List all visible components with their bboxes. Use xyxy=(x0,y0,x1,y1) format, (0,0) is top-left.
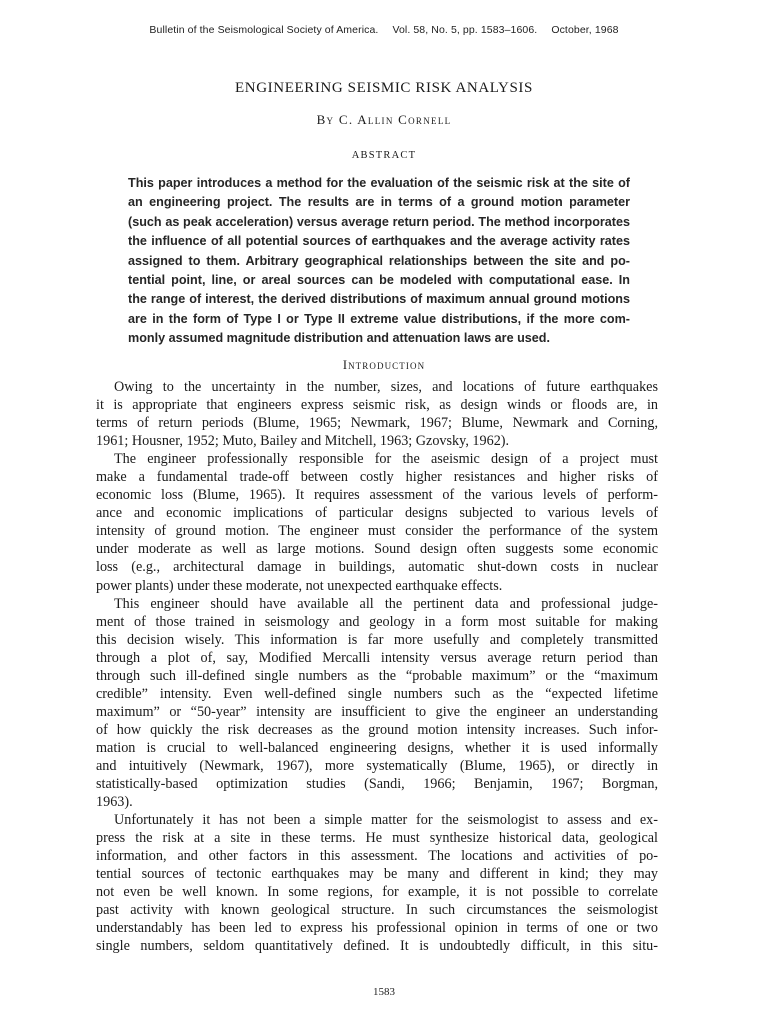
abstract-line: the influence of all potential sources of earthquakes and the average activity rates xyxy=(128,234,630,249)
body-line: terms of return periods (Blume, 1965; Newmark, 1967; Blume, Newmark and Corning, xyxy=(96,415,658,432)
abstract-text xyxy=(128,174,630,349)
body-line: loss (e.g., architectural damage in buildings, automatic shut-down costs in nuclear xyxy=(96,559,658,576)
body-line: 1963). xyxy=(96,794,133,811)
paper-author: By C. Allin Cornell xyxy=(316,112,452,127)
body-line: understandably has been led to express his professional opinion in terms of one or two xyxy=(96,920,658,937)
body-line: statistically-based optimization studies (Sandi, 1966; Benjamin, 1967; Borgman, xyxy=(96,776,658,793)
body-line: and intuitively (Newmark, 1967), more systematically (Blume, 1965), or directly in xyxy=(96,757,658,774)
body-line: tential sources of tectonic earthquakes may be many and different in kind; they may xyxy=(96,866,658,883)
abstract-line: monly assumed magnitude distribution and attenuation laws are used. xyxy=(128,331,550,346)
body-line: under moderate as well as large motions. Sound design often suggests some economic xyxy=(96,541,658,558)
abstract-line: are in the form of Type I or Type II extreme value distributions, if the more com- xyxy=(128,311,630,326)
body-line: The engineer professionally responsible for the aseismic design of a project must xyxy=(114,451,658,468)
abstract-line: This paper introduces a method for the evaluation of the seismic risk at the site of xyxy=(128,176,630,190)
body-line: power plants) under these moderate, not unexpected earthquake effects. xyxy=(96,577,503,594)
paper-title: ENGINEERING SEISMIC RISK ANALYSIS xyxy=(235,80,533,96)
journal-name: Bulletin of the Seismological Society of America. xyxy=(149,24,379,36)
abstract-line: an engineering project. The results are in terms of a ground motion parameter xyxy=(128,195,630,210)
body-line: single numbers, seldom quantitatively defined. It is undoubtedly difficult, in this situ- xyxy=(96,938,658,955)
abstract-line: assigned to them. Arbitrary geographical relationships between the site and po- xyxy=(128,253,630,268)
introduction-heading: Introduction xyxy=(342,358,426,372)
body-line: ance and economic implications of particular designs subjected to various levels of xyxy=(96,505,658,522)
journal-volume: Vol. 58, No. 5, pp. 1583–1606. xyxy=(392,24,538,36)
abstract-line: tential point, line, or areal sources can be modeled with computational ease. In xyxy=(128,273,630,288)
body-line: maximum” or “50-year” intensity are insufficient to give the engineer an understanding xyxy=(96,703,658,720)
journal-header xyxy=(0,24,768,36)
body-line: ment of those trained in seismology and geology in a form most suitable for making xyxy=(96,613,658,630)
body-line: of how quickly the risk decreases as the ground motion intensity increases. Such infor- xyxy=(96,721,658,738)
introduction-body xyxy=(96,378,658,956)
body-line: economic loss (Blume, 1965). It requires assessment of the various levels of perform- xyxy=(96,487,658,504)
page-number: 1583 xyxy=(373,986,395,998)
body-line: This engineer should have available all the pertinent data and professional judge- xyxy=(114,595,658,612)
body-line: Unfortunately it has not been a simple matter for the seismologist to assess and ex- xyxy=(114,812,658,829)
abstract-line: (such as peak acceleration) versus average return period. The method incorporates xyxy=(128,214,630,229)
body-line: information, and other factors in this assessment. The locations and activities of po- xyxy=(96,848,658,865)
abstract-line: the range of interest, the derived distributions of maximum annual ground motions xyxy=(128,292,630,307)
abstract-heading: ABSTRACT xyxy=(351,150,417,161)
body-line: through such ill-defined single numbers as the “probable maximum” or the “maximum xyxy=(96,667,658,684)
body-line: not even be well known. In some regions, for example, it is not possible to correlate xyxy=(96,884,658,901)
body-line: press the risk at a site in these terms. He must synthesize historical data, geological xyxy=(96,830,658,847)
body-line: credible” intensity. Even well-defined single numbers such as the “expected lifetime xyxy=(96,685,658,702)
body-line: intensity of ground motion. The engineer must consider the performance of the system xyxy=(96,523,658,540)
body-line: this decision wisely. This information is far more usefully and completely transmitted xyxy=(96,631,658,648)
body-line: 1961; Housner, 1952; Muto, Bailey and Mitchell, 1963; Gzovsky, 1962). xyxy=(96,433,510,450)
body-line: Owing to the uncertainty in the number, sizes, and locations of future earthquakes xyxy=(114,379,658,395)
body-line: mation is crucial to well-balanced engineering designs, whether it is used informally xyxy=(96,739,658,756)
body-line: through a plot of, say, Modified Mercalli intensity versus average return period than xyxy=(96,649,658,666)
body-line: past activity with known geological structure. In such circumstances the seismologist xyxy=(96,902,658,919)
journal-date: October, 1968 xyxy=(551,24,619,36)
body-line: it is appropriate that engineers express seismic risk, as design winds or floods are, in xyxy=(96,397,658,414)
body-line: make a fundamental trade-off between costly higher resistances and higher risks of xyxy=(96,469,658,486)
